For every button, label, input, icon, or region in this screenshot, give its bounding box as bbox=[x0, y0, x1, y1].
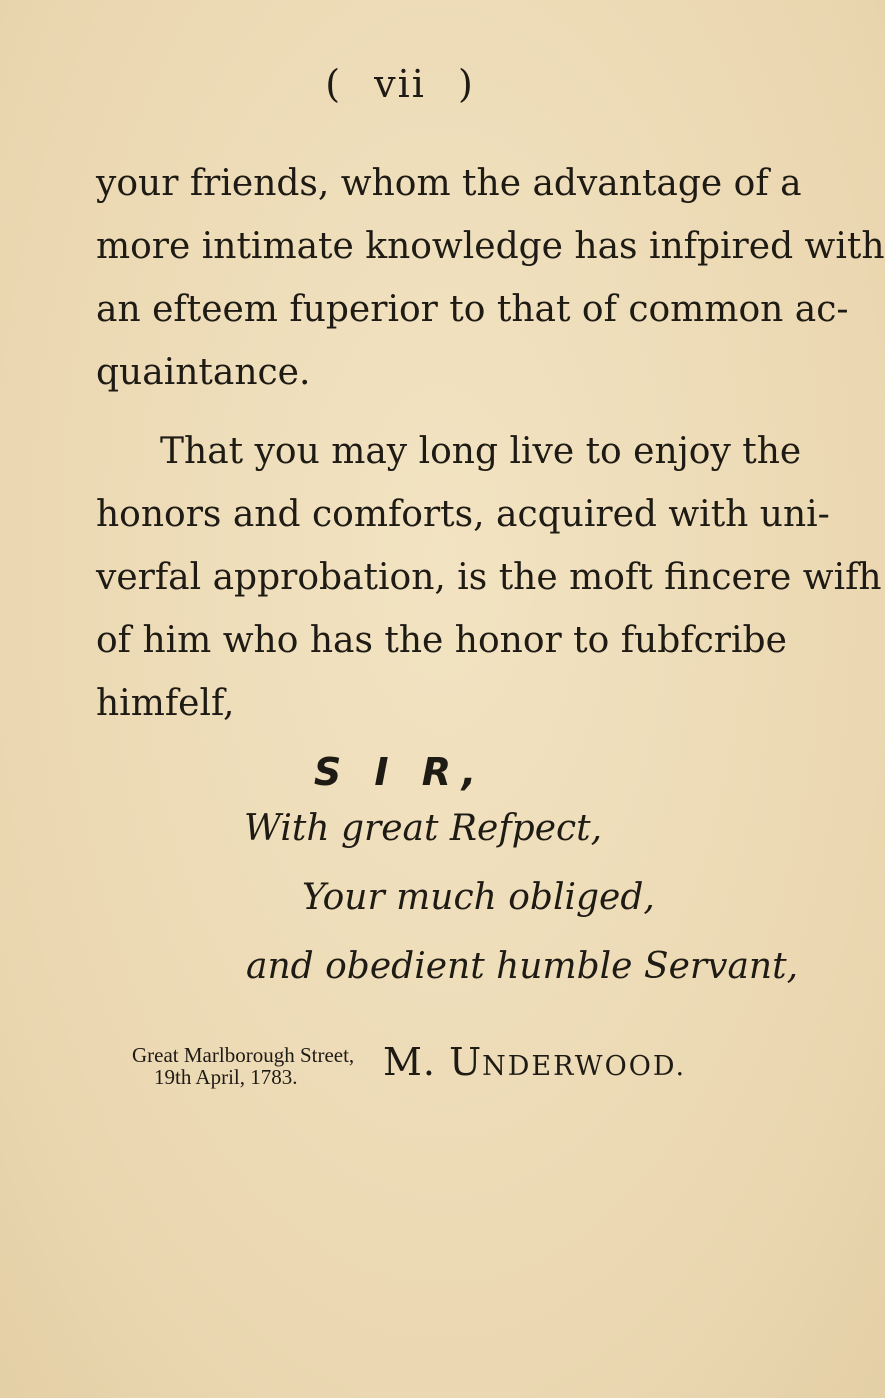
text-line: quaintance. bbox=[96, 352, 311, 393]
address-street: Great Marlborough Street, bbox=[132, 1043, 355, 1067]
signature-surname: NDERWOOD. bbox=[482, 1051, 687, 1082]
signature-initial: M. U bbox=[383, 1040, 483, 1084]
address-block bbox=[132, 1044, 354, 1088]
text-line: of him who has the honor to fubfcribe bbox=[96, 620, 787, 661]
salutation: S I R, bbox=[313, 750, 487, 794]
paragraph-1 bbox=[96, 152, 885, 404]
closing-line-2: Your much obliged, bbox=[302, 877, 655, 918]
signature bbox=[383, 1040, 686, 1084]
text-line: your friends, whom the advantage of a bbox=[96, 163, 802, 204]
text-line: an efteem fuperior to that of common ac- bbox=[96, 289, 849, 330]
paragraph-2 bbox=[96, 420, 882, 735]
text-line: honors and comforts, acquired with uni- bbox=[96, 494, 830, 535]
text-line: That you may long live to enjoy the bbox=[160, 431, 802, 472]
text-line: more intimate knowledge has infpired with bbox=[96, 226, 885, 267]
text-line: himfelf, bbox=[96, 683, 235, 724]
page-number: ( vii ) bbox=[325, 62, 475, 106]
closing-line-3: and obedient humble Servant, bbox=[246, 946, 799, 987]
closing-line-1: With great Refpect, bbox=[244, 808, 603, 849]
address-date: 19th April, 1783. bbox=[154, 1065, 298, 1089]
text-line: verfal approbation, is the moft fincere wifh bbox=[96, 557, 882, 598]
